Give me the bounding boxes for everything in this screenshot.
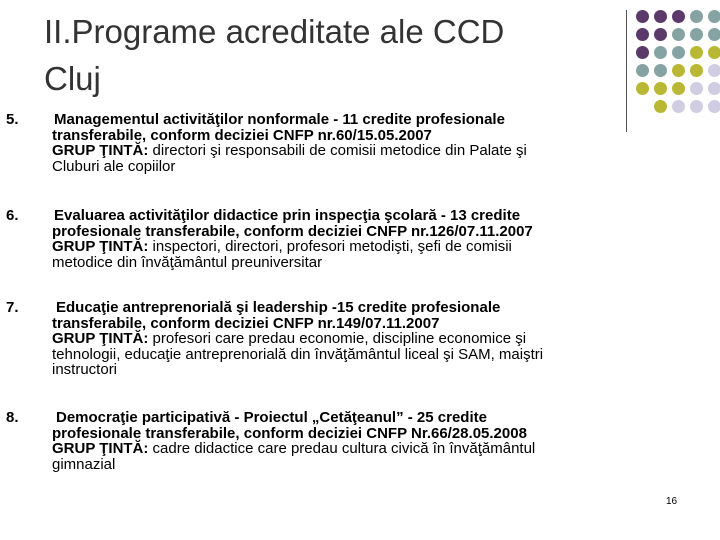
dot-teal (636, 64, 649, 77)
dot-olive (708, 46, 720, 59)
dot-purple (654, 10, 667, 23)
dot-purple (636, 10, 649, 23)
dot-olive (672, 82, 685, 95)
target-group-text: directori şi responsabili de comisii metodice din Palate şi (148, 142, 527, 159)
dot-teal (690, 10, 703, 23)
dot-teal (654, 64, 667, 77)
item-heading-line: Evaluarea activităţilor didactice prin inspecţia şcolară - 13 credite (54, 207, 521, 224)
dot-purple (636, 46, 649, 59)
dot-teal (672, 46, 685, 59)
slide-title (44, 8, 604, 102)
dot-olive (690, 46, 703, 59)
dot-lavender (708, 64, 720, 77)
item-heading-line: Democraţie participativă - Proiectul „Cetăţeanul” - 25 credite (56, 409, 487, 426)
target-group-text: inspectori, directori, profesori metodişti, şefi de comisii (148, 238, 512, 255)
dot-olive (654, 100, 667, 113)
dot-olive (654, 82, 667, 95)
target-group-text: tehnologii, educaţie antreprenorială din învăţământul liceal şi SAM, maiştri (52, 345, 544, 363)
dot-purple (654, 28, 667, 41)
item-body (52, 410, 652, 472)
target-group-text: instructori (52, 361, 118, 378)
target-group-label: GRUP ŢINTĂ: (52, 238, 149, 255)
dot-olive (672, 64, 685, 77)
dot-purple (636, 28, 649, 41)
item-number: 8. (6, 409, 19, 426)
item-number: 7. (6, 299, 19, 316)
dot-lavender (690, 100, 703, 113)
target-group-text: metodice din învăţământul preuniversitar (52, 253, 323, 271)
title-line-2: Cluj (44, 60, 101, 97)
dot-olive (636, 82, 649, 95)
target-group-label: GRUP ŢINTĂ: (52, 142, 149, 159)
item-heading-line: transferabile, conform deciziei CNFP nr.60/15.05.2007 (52, 126, 432, 144)
dot-teal (672, 28, 685, 41)
item-heading-line: Managementul activităţilor nonformale - 11 credite profesionale (54, 111, 505, 128)
item-number: 6. (6, 207, 19, 224)
dot-teal (708, 28, 720, 41)
item-body (52, 208, 652, 270)
dot-lavender (708, 100, 720, 113)
dot-lavender (708, 82, 720, 95)
target-group-text: cadre didactice care predau cultura civică în învăţământul (148, 440, 536, 457)
dot-lavender (690, 82, 703, 95)
target-group-text: Cluburi ale copiilor (52, 157, 176, 175)
item-heading-line: profesionale transferabile, conform deciziei CNFP nr.126/07.11.2007 (52, 222, 533, 240)
item-heading-line: profesionale transferabile, conform deciziei CNFP Nr.66/28.05.2008 (52, 424, 527, 442)
target-group-label: GRUP ŢINTĂ: (52, 330, 149, 347)
item-heading-line: Educaţie antreprenorială şi leadership -15 credite profesionale (56, 299, 501, 316)
page-number: 16 (666, 496, 678, 507)
dot-purple (672, 10, 685, 23)
title-line-1: II.Programe acreditate ale CCD (44, 13, 505, 50)
item-body (52, 112, 652, 174)
target-group-text: profesori care predau economie, discipline economice şi (148, 330, 527, 347)
dot-olive (690, 64, 703, 77)
target-group-label: GRUP ŢINTĂ: (52, 440, 149, 457)
dot-teal (690, 28, 703, 41)
item-heading-line: transferabile, conform deciziei CNFP nr.149/07.11.2007 (52, 314, 440, 332)
dot-teal (654, 46, 667, 59)
dot-teal (708, 10, 720, 23)
dot-lavender (672, 100, 685, 113)
item-body (52, 300, 652, 378)
target-group-text: gimnazial (52, 455, 116, 473)
item-number: 5. (6, 111, 19, 128)
